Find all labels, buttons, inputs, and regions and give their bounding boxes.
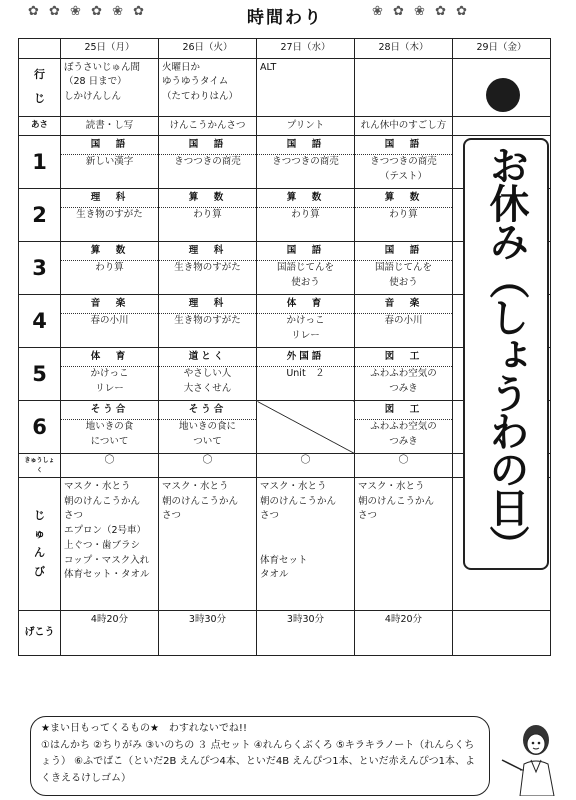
lunch-mark: 〇 [257, 454, 355, 478]
period-number: 1 [19, 136, 61, 189]
subject-name: 理 科 [61, 191, 158, 208]
lesson-cell [61, 295, 159, 348]
lesson-content: 新しい漢字 [85, 156, 134, 168]
lesson-content: わり算 [95, 262, 124, 274]
morning-cell: プリント [257, 116, 355, 136]
empty-slash-cell [257, 401, 355, 454]
subject-name: そう合 [61, 403, 158, 420]
subject-name: 国 語 [257, 244, 354, 261]
lesson-content: きつつきの商売 （テスト） [370, 156, 437, 182]
events-cell: ALT [257, 58, 355, 116]
subject-name: 国 語 [159, 138, 256, 155]
flower-decoration-left: ✿ ✿ ❀ ✿ ❀ ✿ [28, 4, 148, 19]
lesson-content: 生き物のすがた [174, 262, 241, 274]
day-header: 27日（水） [257, 39, 355, 59]
row-label-lunch: きゅうしょく [19, 454, 61, 478]
day-header: 25日（月） [61, 39, 159, 59]
subject-name: 図 工 [355, 350, 452, 367]
lesson-cell [159, 242, 257, 295]
lesson-cell [257, 136, 355, 189]
subject-name: 国 語 [355, 138, 452, 155]
subject-name: 音 楽 [61, 297, 158, 314]
subject-name: 国 語 [355, 244, 452, 261]
subject-name: 図 工 [355, 403, 452, 420]
dismissal-time [453, 611, 551, 656]
lesson-cell [61, 189, 159, 242]
lesson-cell [159, 136, 257, 189]
corner-cell [19, 39, 61, 59]
teacher-illustration [500, 720, 560, 796]
dismissal-time: 3時30分 [257, 611, 355, 656]
row-label-morning: あさ [19, 116, 61, 136]
subject-name: 算 数 [61, 244, 158, 261]
lesson-content: 生き物のすがた [174, 315, 241, 327]
subject-name: 理 科 [159, 297, 256, 314]
lesson-content: かけっこ リレー [90, 368, 129, 394]
lesson-cell [355, 242, 453, 295]
lesson-cell [61, 348, 159, 401]
morning-cell: けんこうかんさつ [159, 116, 257, 136]
lesson-cell [257, 189, 355, 242]
row-label-preparation: じ ゅ ん び [19, 478, 61, 611]
period-number: 6 [19, 401, 61, 454]
lesson-cell [355, 295, 453, 348]
row-label-events: 行 じ [19, 58, 61, 116]
page-title: 時間わり [247, 8, 323, 28]
lesson-content: Unit ２ [286, 368, 325, 380]
lesson-cell [355, 189, 453, 242]
lesson-cell [61, 242, 159, 295]
sun-icon [486, 78, 520, 112]
subject-name: 道とく [159, 350, 256, 367]
dismissal-time: 3時30分 [159, 611, 257, 656]
lesson-content: 地いきの食に ついて [178, 421, 236, 447]
lesson-content: 国語じてんを 使おう [374, 262, 432, 288]
lesson-content: わり算 [193, 209, 222, 221]
subject-name: 算 数 [355, 191, 452, 208]
lesson-content: わり算 [291, 209, 320, 221]
subject-name: 外国語 [257, 350, 354, 367]
lesson-content: ふわふわ空気の つみき [370, 421, 437, 447]
lesson-content: 生き物のすがた [76, 209, 143, 221]
period-number: 5 [19, 348, 61, 401]
lunch-mark: 〇 [355, 454, 453, 478]
subject-name: 算 数 [257, 191, 354, 208]
day-header: 28日（木） [355, 39, 453, 59]
subject-name: 国 語 [257, 138, 354, 155]
subject-name: 理 科 [159, 244, 256, 261]
dismissal-time: 4時20分 [61, 611, 159, 656]
daily-items-note [30, 716, 490, 796]
subject-name: 算 数 [159, 191, 256, 208]
lunch-mark: 〇 [159, 454, 257, 478]
lesson-content: 地いきの食 について [85, 421, 134, 447]
subject-name: 国 語 [61, 138, 158, 155]
lesson-cell [355, 136, 453, 189]
events-cell: 火曜日か ゆうゆうタイム （たてわりはん） [159, 58, 257, 116]
period-number: 4 [19, 295, 61, 348]
day-header: 26日（火） [159, 39, 257, 59]
day-header-row [19, 39, 551, 59]
header [0, 0, 576, 30]
period-number: 2 [19, 189, 61, 242]
preparation-cell: マスク・水とう 朝のけんこうかん さつ エプロン（2号車） 上ぐつ・歯ブラシ コップ・マスク入れ 体育セット・タオル [61, 478, 159, 611]
lesson-content: かけっこ リレー [286, 315, 325, 341]
lunch-mark: 〇 [61, 454, 159, 478]
lesson-cell [355, 401, 453, 454]
subject-name: 音 楽 [355, 297, 452, 314]
lesson-cell [257, 242, 355, 295]
lesson-cell [61, 401, 159, 454]
preparation-cell: マスク・水とう 朝のけんこうかん さつ [355, 478, 453, 611]
dismissal-row [19, 611, 551, 656]
lesson-content: 春の小川 [384, 315, 423, 327]
lesson-cell [159, 189, 257, 242]
preparation-cell: マスク・水とう 朝のけんこうかん さつ 体育セット タオル [257, 478, 355, 611]
morning-cell: れん休中のすごし方 [355, 116, 453, 136]
morning-cell: 読書・し写 [61, 116, 159, 136]
note-text: ①はんかち ②ちりがみ ③いのちの ３ 点セット ④れんらくぶくろ ⑤キラキラノート（れんらくちょう） ⑥ふでばこ（といだ2B えんぴつ4本、といだ4B えんぴつ1本、といだ赤えんぴつ1本、よくきえるけしゴム） [41, 739, 476, 784]
lesson-content: きつつきの商売 [174, 156, 241, 168]
events-row [19, 58, 551, 116]
lesson-cell [159, 401, 257, 454]
lesson-content: 国語じてんを 使おう [276, 262, 334, 288]
events-cell: ぼうさいじゅん間 （28 日まで） しかけんしん [61, 58, 159, 116]
subject-name: 体 育 [61, 350, 158, 367]
dismissal-time: 4時20分 [355, 611, 453, 656]
row-label-dismissal: げこう [19, 611, 61, 656]
lesson-content: わり算 [389, 209, 418, 221]
subject-name: そう合 [159, 403, 256, 420]
lesson-cell [355, 348, 453, 401]
lesson-cell [61, 136, 159, 189]
lesson-content: きつつきの商売 [272, 156, 339, 168]
events-cell [355, 58, 453, 116]
lesson-content: やさしい人 大さくせん [183, 368, 232, 394]
day-header: 29日（金） [453, 39, 551, 59]
lesson-content: ふわふわ空気の つみき [370, 368, 437, 394]
lesson-content: 春の小川 [90, 315, 129, 327]
lesson-cell [159, 348, 257, 401]
lesson-cell [159, 295, 257, 348]
lesson-cell [257, 348, 355, 401]
note-title: ★まい日もってくるもの★ わすれないでね!! [41, 723, 247, 734]
holiday-banner: お休み（しょうわの日） [463, 138, 549, 570]
period-number: 3 [19, 242, 61, 295]
lesson-cell [257, 295, 355, 348]
flower-decoration-right: ❀ ✿ ❀ ✿ ✿ [372, 4, 470, 19]
preparation-cell: マスク・水とう 朝のけんこうかん さつ [159, 478, 257, 611]
morning-row [19, 116, 551, 136]
subject-name: 体 育 [257, 297, 354, 314]
